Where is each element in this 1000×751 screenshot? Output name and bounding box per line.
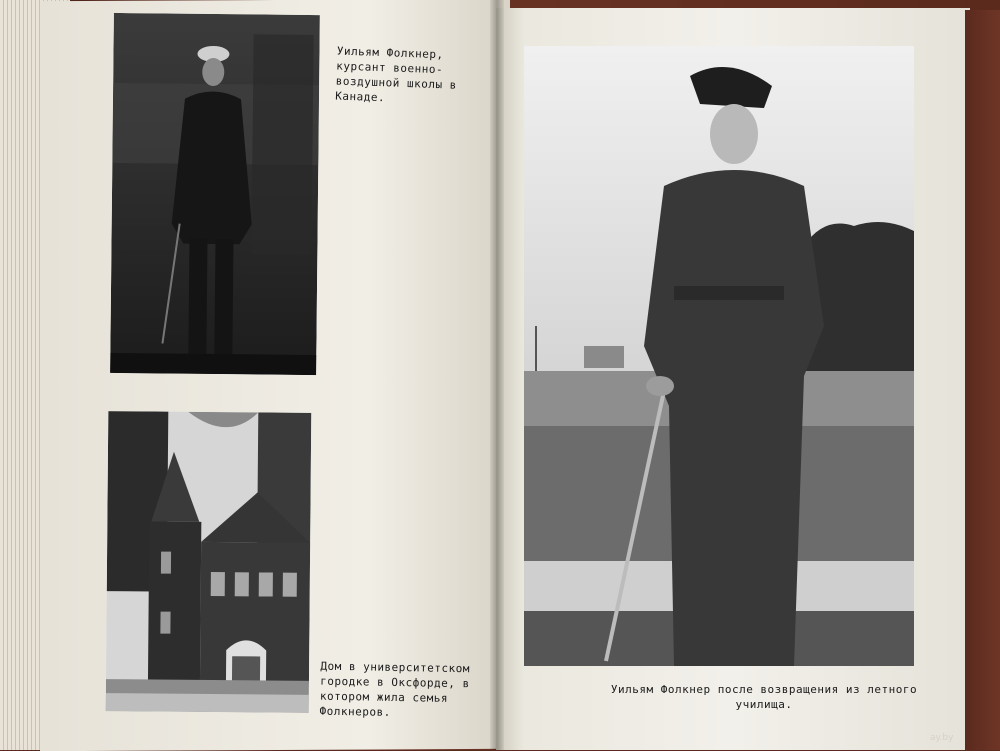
cadet-photo — [110, 13, 320, 375]
officer-photo — [524, 46, 914, 666]
officer-caption: Уильям Фолкнер после возвращения из летного училища. — [610, 683, 918, 711]
book-gutter — [490, 0, 504, 750]
table-edge-right — [965, 10, 1000, 750]
house-photo — [106, 411, 312, 713]
cadet-caption: Уильям Фолкнер, курсант военно-воздушной школы в Канаде. — [335, 44, 458, 105]
watermark: ay.by — [930, 733, 954, 743]
house-caption: Дом в университетском городке в Оксфорде, в котором жила семья Фолкнеров. — [319, 659, 471, 719]
